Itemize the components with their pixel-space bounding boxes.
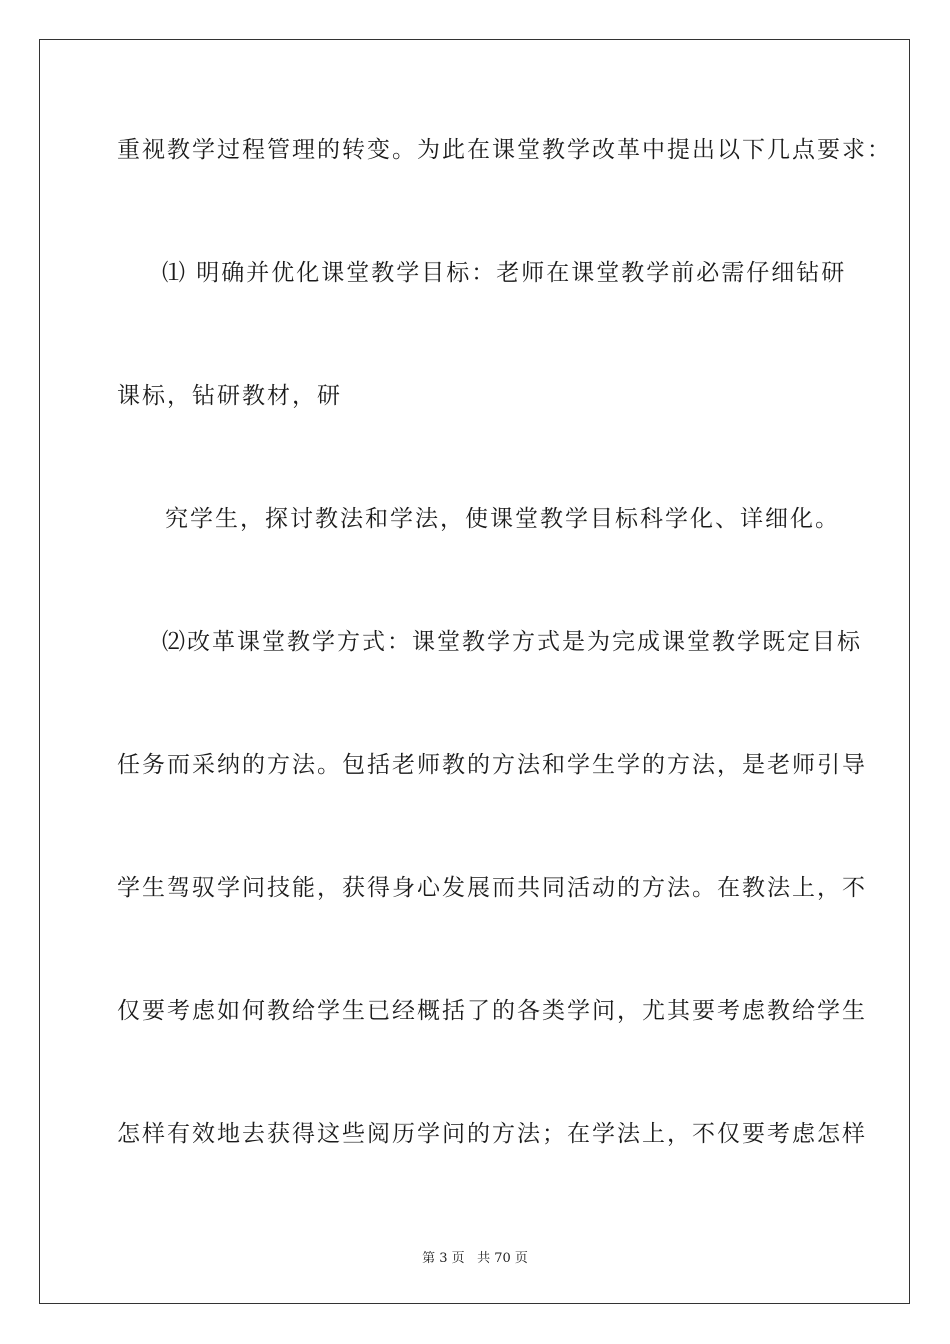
- page-footer: [0, 1247, 950, 1266]
- text-line: 课标，钻研教材，研: [117, 383, 342, 409]
- page-total: 共 70 页: [477, 1251, 528, 1266]
- page-number: 第 3 页: [422, 1251, 465, 1266]
- text-line: 重视教学过程管理的转变。为此在课堂教学改革中提出以下几点要求：: [117, 137, 892, 163]
- text-line: 怎样有效地去获得这些阅历学问的方法；在学法上，不仅要考虑怎样: [117, 1121, 867, 1147]
- text-line: 学生驾驭学问技能，获得身心发展而共同活动的方法。在教法上，不: [117, 875, 867, 901]
- page-frame: [39, 39, 910, 1304]
- text-line: 究学生，探讨教法和学法，使课堂教学目标科学化、详细化。: [165, 506, 840, 532]
- text-line: ⑵改革课堂教学方式：课堂教学方式是为完成课堂教学既定目标: [162, 629, 862, 655]
- text-line: 任务而采纳的方法。包括老师教的方法和学生学的方法，是老师引导: [117, 752, 867, 778]
- text-line: ⑴ 明确并优化课堂教学目标：老师在课堂教学前必需仔细钻研: [162, 260, 847, 286]
- text-line: 仅要考虑如何教给学生已经概括了的各类学问，尤其要考虑教给学生: [117, 998, 867, 1024]
